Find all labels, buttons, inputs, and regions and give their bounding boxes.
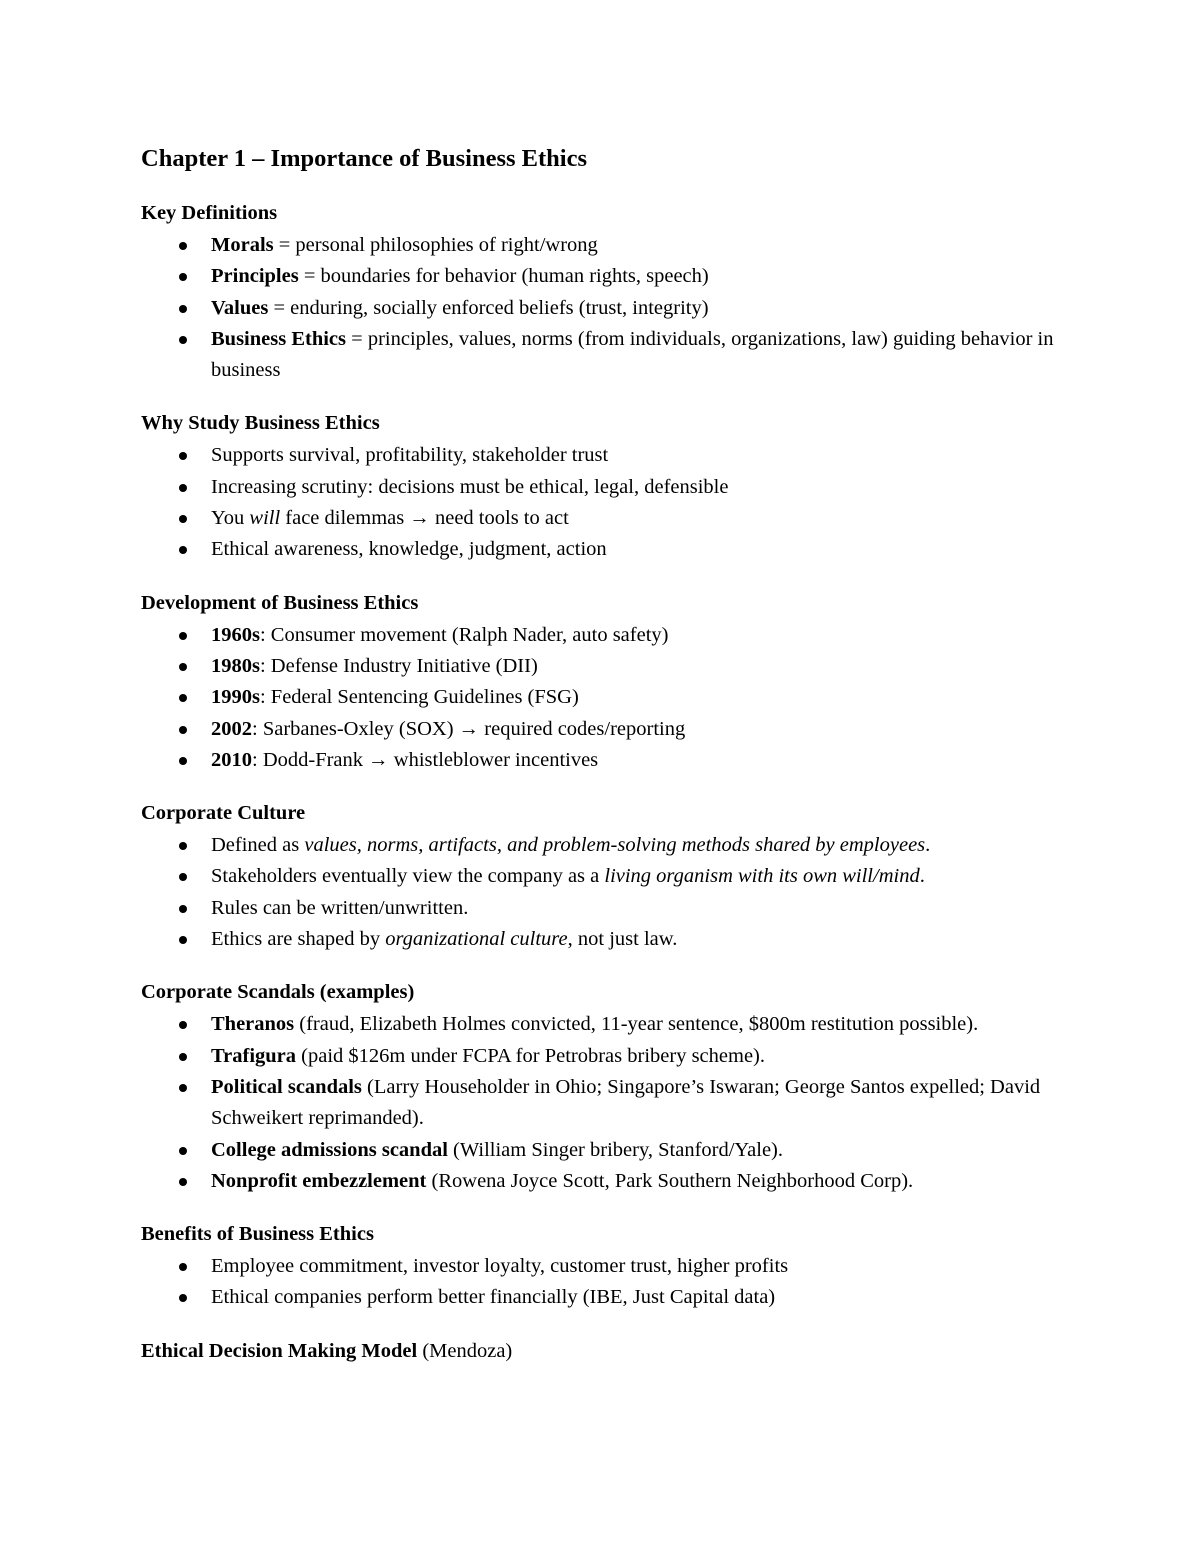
list-item: You will face dilemmas → need tools to act xyxy=(141,503,1061,534)
bullet-list xyxy=(141,1251,1061,1314)
bullet-list xyxy=(141,1009,1061,1197)
heading-bold: Ethical Decision Making Model xyxy=(141,1339,418,1362)
section-key-definitions xyxy=(141,199,1061,386)
list-item: Political scandals (Larry Householder in Ohio; Singapore’s Iswaran; George Santos expelled; David Schweikert reprimanded). xyxy=(141,1072,1061,1135)
bullet-icon xyxy=(179,1263,187,1271)
bullet-icon xyxy=(179,273,187,281)
bullet-icon xyxy=(179,757,187,765)
bullet-icon xyxy=(179,873,187,881)
bullet-icon xyxy=(179,336,187,344)
bullet-icon xyxy=(179,1147,187,1155)
section-decision-model xyxy=(141,1337,1061,1365)
bullet-icon xyxy=(179,484,187,492)
list-item: Values = enduring, socially enforced beliefs (trust, integrity) xyxy=(141,293,1061,324)
bullet-icon xyxy=(179,305,187,313)
list-item: Principles = boundaries for behavior (human rights, speech) xyxy=(141,261,1061,292)
bullet-icon xyxy=(179,452,187,460)
page-title: Chapter 1 – Importance of Business Ethics xyxy=(141,145,588,172)
bullet-icon xyxy=(179,663,187,671)
list-item: Business Ethics = principles, values, norms (from individuals, organizations, law) guiding behavior in business xyxy=(141,324,1061,387)
section-heading: Corporate Culture xyxy=(141,802,306,825)
list-item: Trafigura (paid $126m under FCPA for Petrobras bribery scheme). xyxy=(141,1041,1061,1072)
list-item: Increasing scrutiny: decisions must be ethical, legal, defensible xyxy=(141,472,1061,503)
bullet-icon xyxy=(179,546,187,554)
list-item: 1980s: Defense Industry Initiative (DII) xyxy=(141,651,1061,682)
list-item: College admissions scandal (William Singer bribery, Stanford/Yale). xyxy=(141,1135,1061,1166)
section-why-study xyxy=(141,409,1061,565)
section-heading xyxy=(141,1337,1061,1365)
bullet-icon xyxy=(179,1294,187,1302)
bullet-icon xyxy=(179,694,187,702)
bullet-icon xyxy=(179,1178,187,1186)
list-item: Nonprofit embezzlement (Rowena Joyce Scott, Park Southern Neighborhood Corp). xyxy=(141,1166,1061,1197)
section-heading: Key Definitions xyxy=(141,202,278,224)
bullet-icon xyxy=(179,905,187,913)
list-item: Morals = personal philosophies of right/wrong xyxy=(141,230,1061,261)
bullet-list xyxy=(141,440,1061,565)
bullet-icon xyxy=(179,1053,187,1061)
list-item: Ethical companies perform better financially (IBE, Just Capital data) xyxy=(141,1282,1061,1313)
section-corporate-scandals xyxy=(141,978,1061,1197)
list-item: Rules can be written/unwritten. xyxy=(141,893,1061,924)
bullet-icon xyxy=(179,242,187,250)
bullet-list xyxy=(141,230,1061,386)
bullet-icon xyxy=(179,515,187,523)
list-item: Ethics are shaped by organizational culture, not just law. xyxy=(141,924,1061,955)
heading-plain: (Mendoza) xyxy=(417,1339,513,1362)
bullet-icon xyxy=(179,726,187,734)
list-item: 2010: Dodd-Frank → whistleblower incentives xyxy=(141,745,1061,776)
list-item: Stakeholders eventually view the company as a living organism with its own will/mind. xyxy=(141,861,1061,892)
section-corporate-culture xyxy=(141,799,1061,955)
bullet-icon xyxy=(179,1021,187,1029)
list-item: Defined as values, norms, artifacts, and problem-solving methods shared by employees. xyxy=(141,830,1061,861)
section-heading: Benefits of Business Ethics xyxy=(141,1223,374,1246)
section-heading: Development of Business Ethics xyxy=(141,591,419,614)
bullet-icon xyxy=(179,936,187,944)
document-page xyxy=(141,142,1061,1365)
bullet-list xyxy=(141,830,1061,955)
section-heading: Why Study Business Ethics xyxy=(141,412,380,435)
list-item: Supports survival, profitability, stakeholder trust xyxy=(141,440,1061,471)
list-item: 1990s: Federal Sentencing Guidelines (FSG) xyxy=(141,682,1061,713)
section-benefits xyxy=(141,1220,1061,1314)
list-item: 1960s: Consumer movement (Ralph Nader, auto safety) xyxy=(141,620,1061,651)
list-item: Theranos (fraud, Elizabeth Holmes convicted, 11-year sentence, $800m restitution possible). xyxy=(141,1009,1061,1040)
bullet-list xyxy=(141,620,1061,776)
bullet-icon xyxy=(179,632,187,640)
list-item: Ethical awareness, knowledge, judgment, action xyxy=(141,534,1061,565)
bullet-icon xyxy=(179,842,187,850)
section-development xyxy=(141,589,1061,776)
list-item: 2002: Sarbanes-Oxley (SOX) → required codes/reporting xyxy=(141,714,1061,745)
bullet-icon xyxy=(179,1084,187,1092)
list-item: Employee commitment, investor loyalty, customer trust, higher profits xyxy=(141,1251,1061,1282)
section-heading: Corporate Scandals (examples) xyxy=(141,981,415,1004)
